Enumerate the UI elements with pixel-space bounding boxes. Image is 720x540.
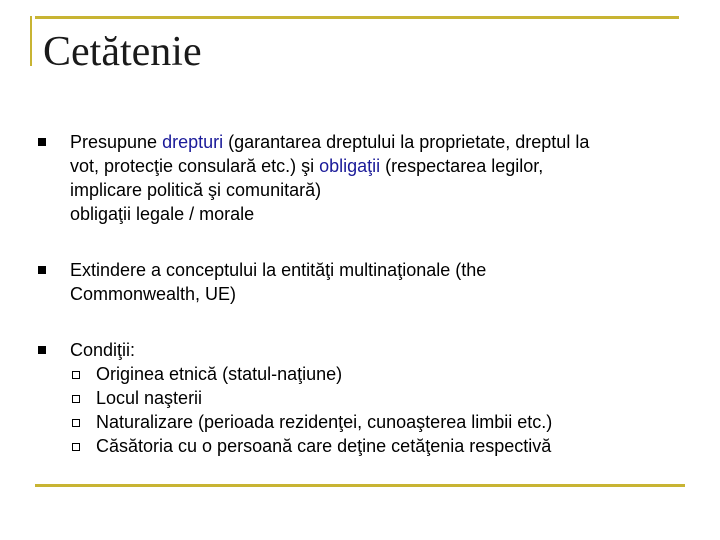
bullet-line: obligaţii legale / morale [70,204,255,224]
sub-item: Căsătoria cu o persoană care deţine cetăţenia respectivă [70,434,670,458]
bullet-square-icon [38,346,46,354]
bullet-line: Presupune drepturi (garantarea dreptului la proprietate, dreptul la [70,132,590,152]
sub-item: Locul naşterii [70,386,670,410]
bottom-rule [35,484,685,487]
hollow-square-icon [72,419,80,427]
hollow-square-icon [72,443,80,451]
bullet-rights-obligations [70,130,670,226]
hollow-square-icon [72,371,80,379]
bullet-square-icon [38,266,46,274]
bullet-square-icon [38,138,46,146]
sub-item: Naturalizare (perioada rezidenţei, cunoaşterea limbii etc.) [70,410,670,434]
sub-item: Originea etnică (statul-naţiune) [70,362,670,386]
term-drepturi: drepturi [162,132,224,152]
bullet-conditions [70,338,670,458]
top-rule [35,16,679,19]
bullet-multinational [70,258,670,306]
term-obligatii: obligaţii [319,156,381,176]
bullet-line: vot, protecţie consulară etc.) şi obligaţii (respectarea legilor, [70,156,544,176]
bullet-line: Commonwealth, UE) [70,284,237,304]
hollow-square-icon [72,395,80,403]
conditions-heading: Condiţii: [70,340,136,360]
left-rule [30,16,32,66]
bullet-line: Extindere a conceptului la entităţi multinaţionale (the [70,260,487,280]
bullet-line: implicare politică şi comunitară) [70,180,322,200]
slide-title: Cetătenie [43,29,202,75]
